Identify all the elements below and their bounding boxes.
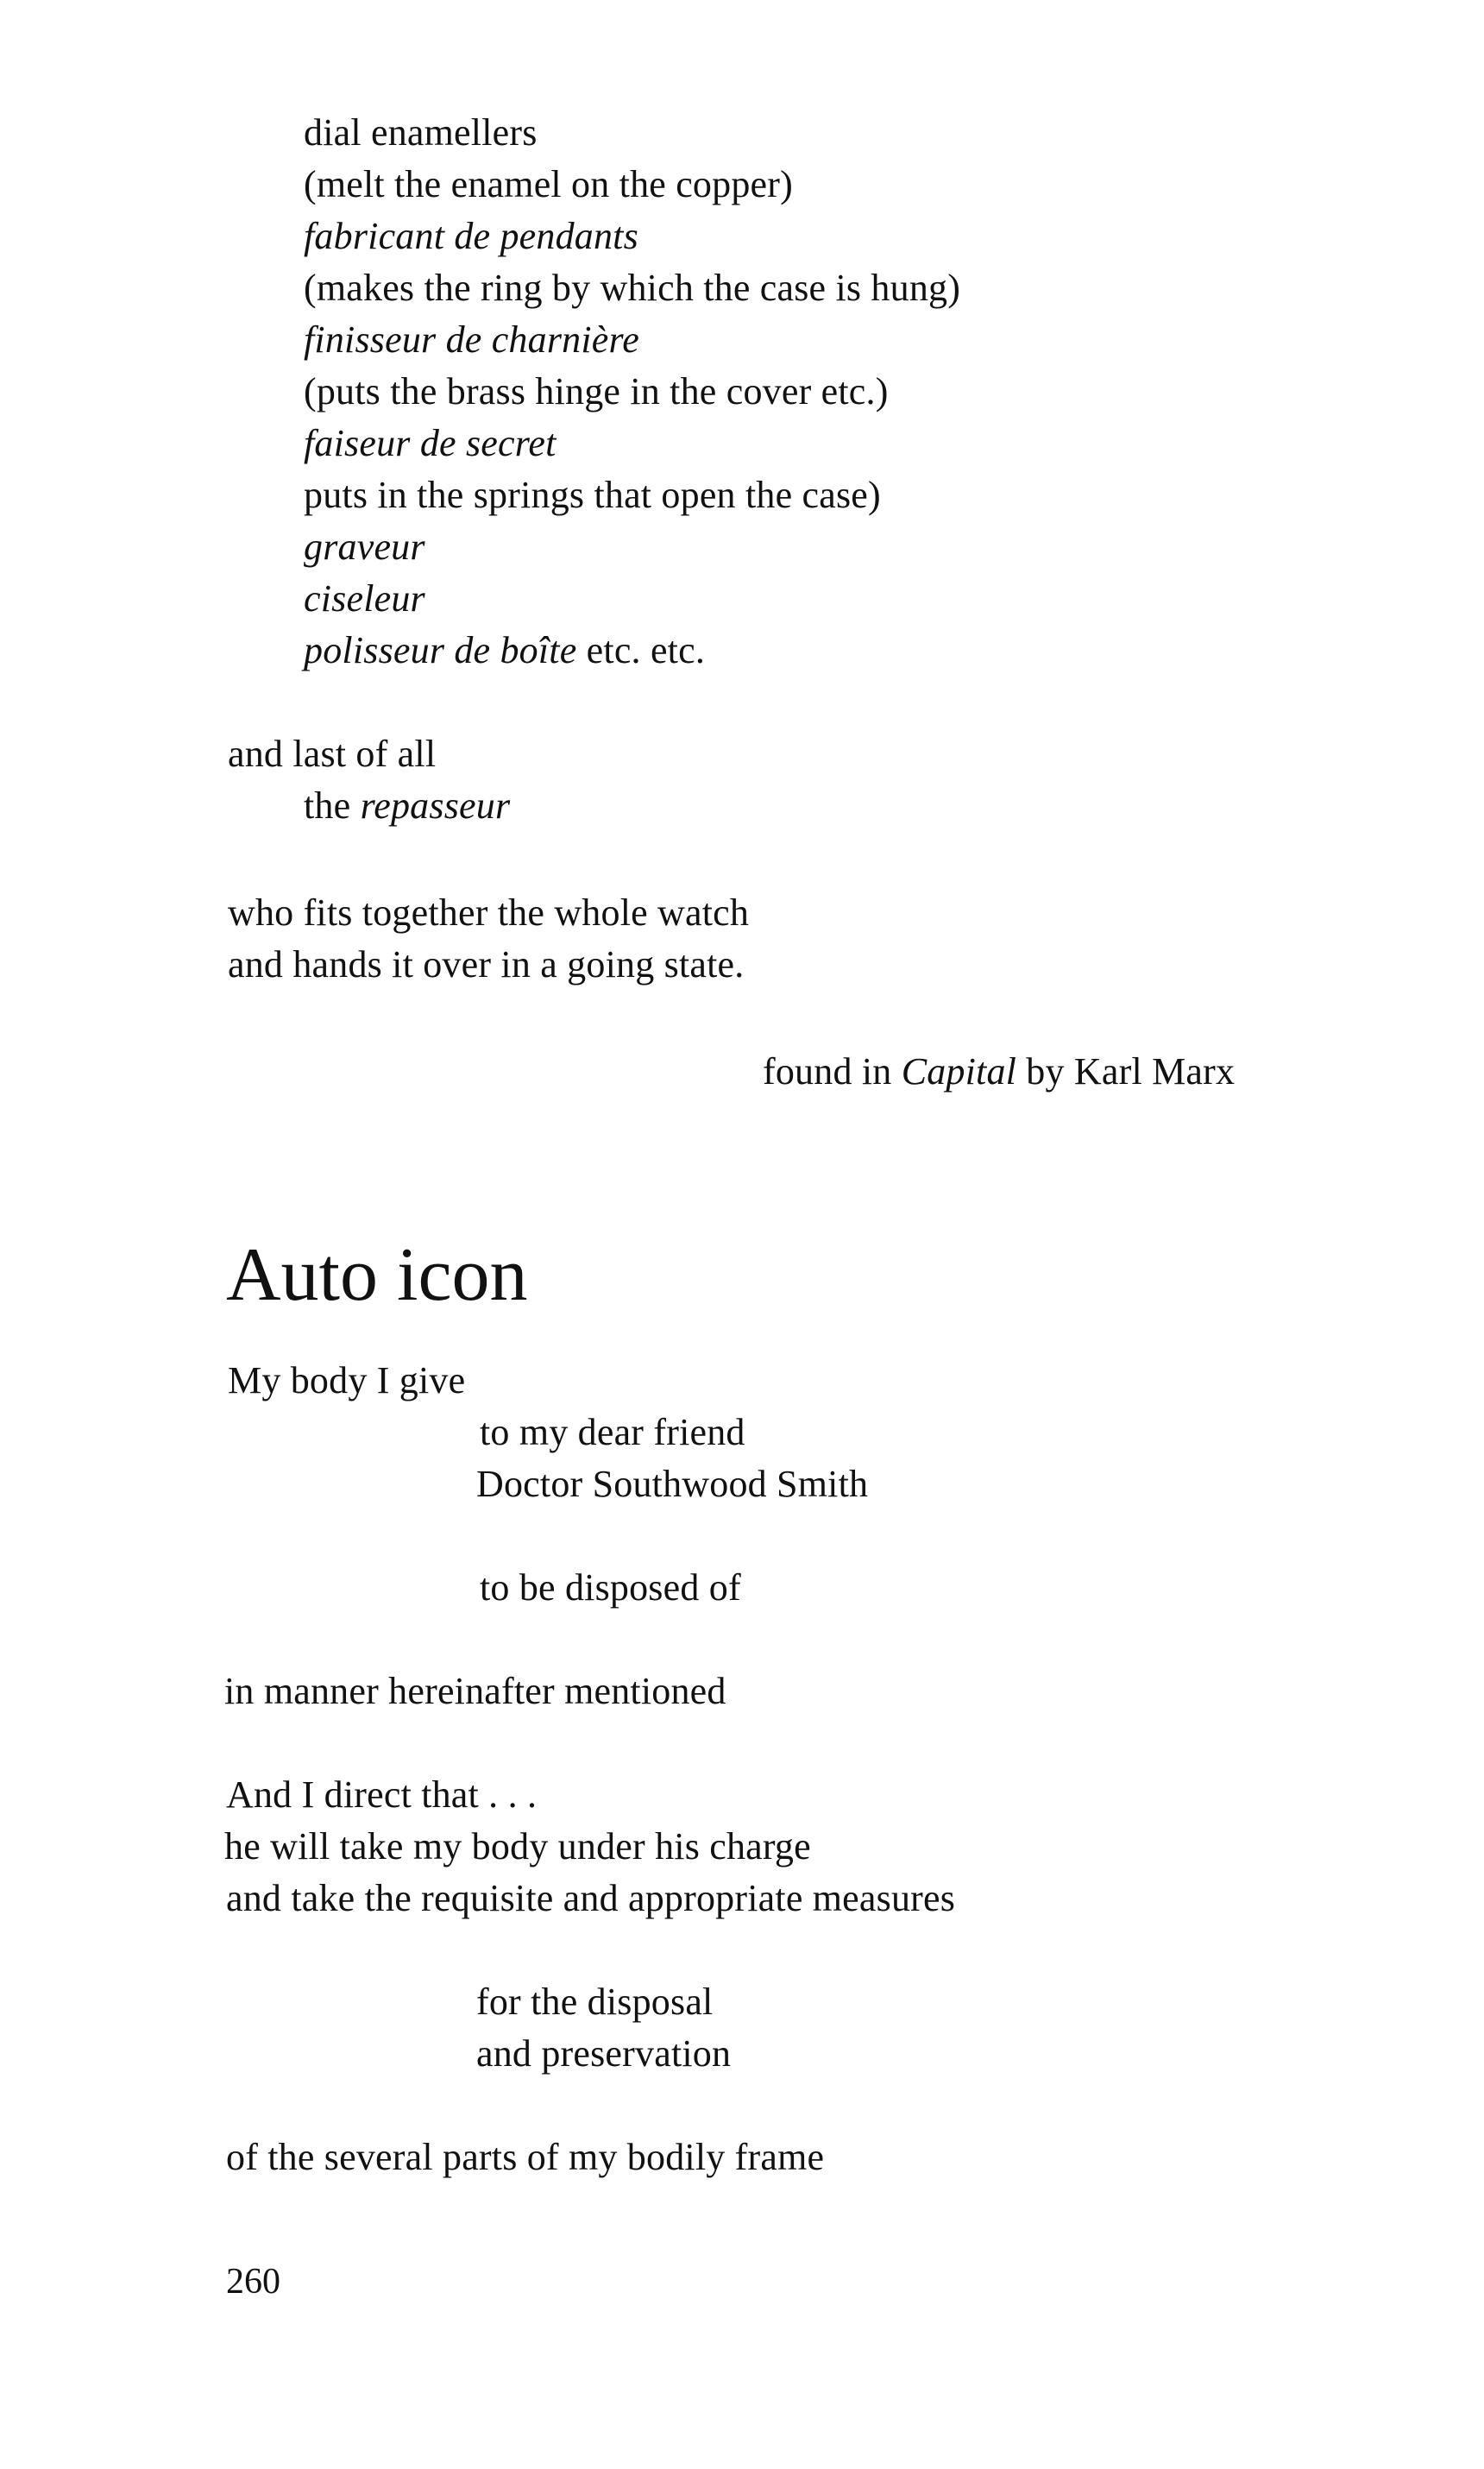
poem-line-mixed (304, 627, 705, 675)
poem-line: Doctor Southwood Smith (476, 1463, 869, 1505)
poem-line: and hands it over in a going state. (228, 943, 745, 986)
poem-line: puts in the springs that open the case) (304, 474, 881, 516)
poem-line: to my dear friend (480, 1411, 745, 1453)
poem-line-italic: fabricant de pendants (304, 215, 638, 257)
poem-line: and take the requisite and appropriate measures (226, 1877, 956, 1919)
poem-line: to be disposed of (480, 1566, 741, 1609)
poem-line: My body I give (228, 1359, 466, 1401)
poem-line: who fits together the whole watch (228, 891, 750, 934)
source-attribution (763, 1048, 1235, 1096)
plain-phrase: found in (763, 1050, 902, 1093)
poem-line: and last of all (228, 733, 437, 775)
poem-line: And I direct that . . . (226, 1773, 538, 1816)
poem-line: in manner hereinafter mentioned (224, 1670, 726, 1712)
page-number: 260 (226, 2262, 280, 2302)
italic-phrase: polisseur de boîte (304, 629, 577, 671)
poem-line: of the several parts of my bodily frame (226, 2136, 825, 2178)
plain-phrase: etc. etc. (576, 629, 706, 671)
poem-line: and preservation (476, 2032, 732, 2075)
poem-line-mixed (304, 782, 510, 830)
poem-line-italic: finisseur de charnière (304, 318, 639, 361)
source-title: Capital (901, 1050, 1017, 1093)
poem-line-italic: graveur (304, 526, 425, 568)
poem-line: for the disposal (476, 1981, 714, 2023)
poem-line: (makes the ring by which the case is hung) (304, 267, 961, 309)
poem-line: he will take my body under his charge (224, 1825, 811, 1867)
italic-phrase: repasseur (360, 784, 511, 827)
poem-line: (puts the brass hinge in the cover etc.) (304, 370, 889, 413)
plain-phrase: the (304, 784, 361, 827)
poem-line-italic: faiseur de secret (304, 422, 556, 464)
poem-line: dial enamellers (304, 111, 538, 154)
poem-line: (melt the enamel on the copper) (304, 163, 793, 205)
plain-phrase: by Karl Marx (1016, 1050, 1236, 1093)
poem-title: Auto icon (226, 1233, 528, 1317)
poem-line-italic: ciseleur (304, 577, 425, 620)
